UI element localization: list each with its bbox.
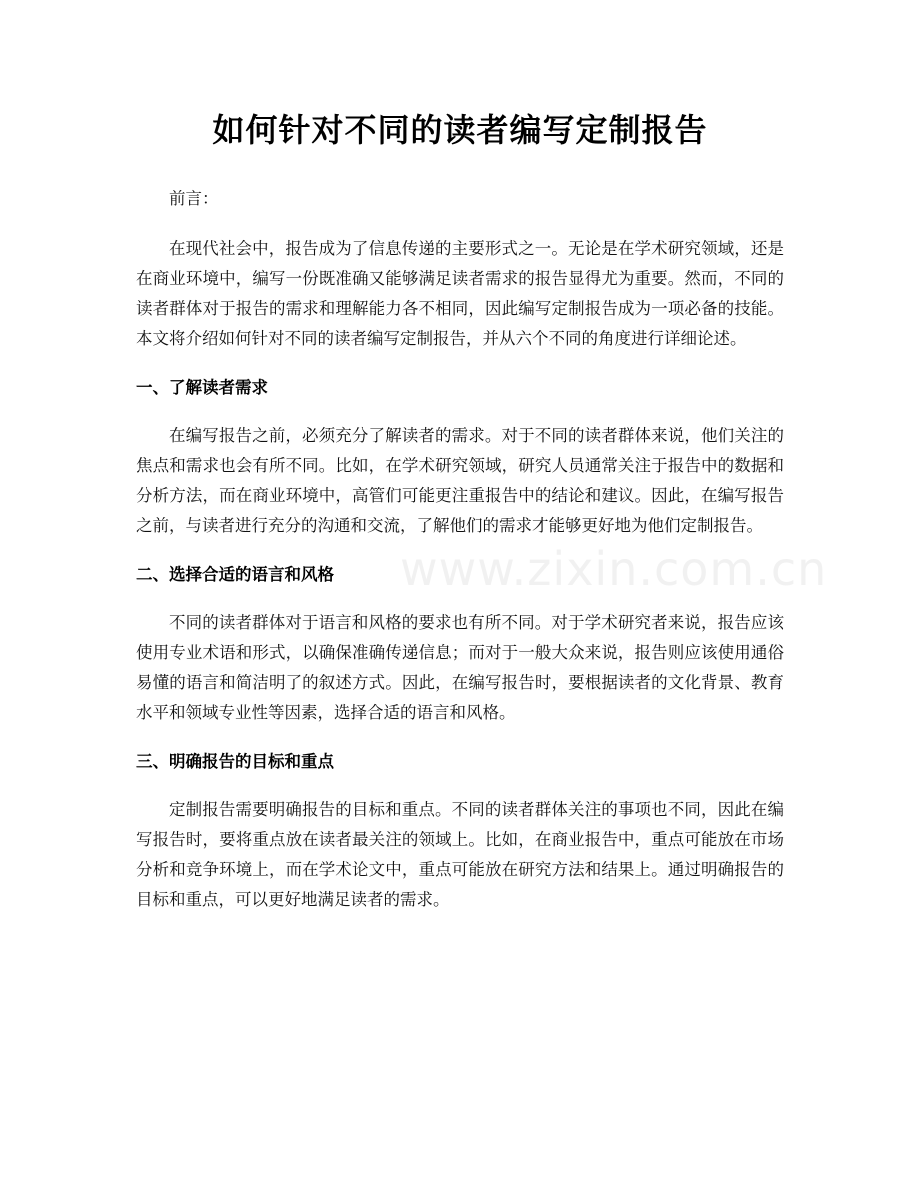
document-body [136,184,784,934]
section-heading-1: 一、了解读者需求 [136,378,268,397]
intro-paragraph: 在现代社会中，报告成为了信息传递的主要形式之一。无论是在学术研究领域，还是在商业环境中，编写一份既准确又能够满足读者需求的报告显得尤为重要。然而，不同的读者群体对于报告的需求和理解能力各不相同，因此编写定制报告成为一项必备的技能。本文将介绍如何针对不同的读者编写定制报告，并从六个不同的角度进行详细论述。 [136,239,784,348]
section-body-3: 定制报告需要明确报告的目标和重点。不同的读者群体关注的事项也不同，因此在编写报告时，要将重点放在读者最关注的领域上。比如，在商业报告中，重点可能放在市场分析和竞争环境上，而在学术论文中，重点可能放在研究方法和结果上。通过明确报告的目标和重点，可以更好地满足读者的需求。 [136,800,784,909]
section-body-1: 在编写报告之前，必须充分了解读者的需求。对于不同的读者群体来说，他们关注的焦点和需求也会有所不同。比如，在学术研究领域，研究人员通常关注于报告中的数据和分析方法，而在商业环境中，高管们可能更注重报告中的结论和建议。因此，在编写报告之前，与读者进行充分的沟通和交流，了解他们的需求才能够更好地为他们定制报告。 [136,426,784,535]
section-heading-3: 三、明确报告的目标和重点 [136,752,334,771]
section-heading-2: 二、选择合适的语言和风格 [136,565,334,584]
watermark: www.zixin.com.cn [400,542,828,596]
section-body-2: 不同的读者群体对于语言和风格的要求也有所不同。对于学术研究者来说，报告应该使用专业术语和形式，以确保准确传递信息；而对于一般大众来说，报告则应该使用通俗易懂的语言和简洁明了的叙述方式。因此，在编写报告时，要根据读者的文化背景、教育水平和领域专业性等因素，选择合适的语言和风格。 [136,613,784,722]
document-title: 如何针对不同的读者编写定制报告 [212,111,708,149]
preface-label: 前言： [169,189,219,208]
